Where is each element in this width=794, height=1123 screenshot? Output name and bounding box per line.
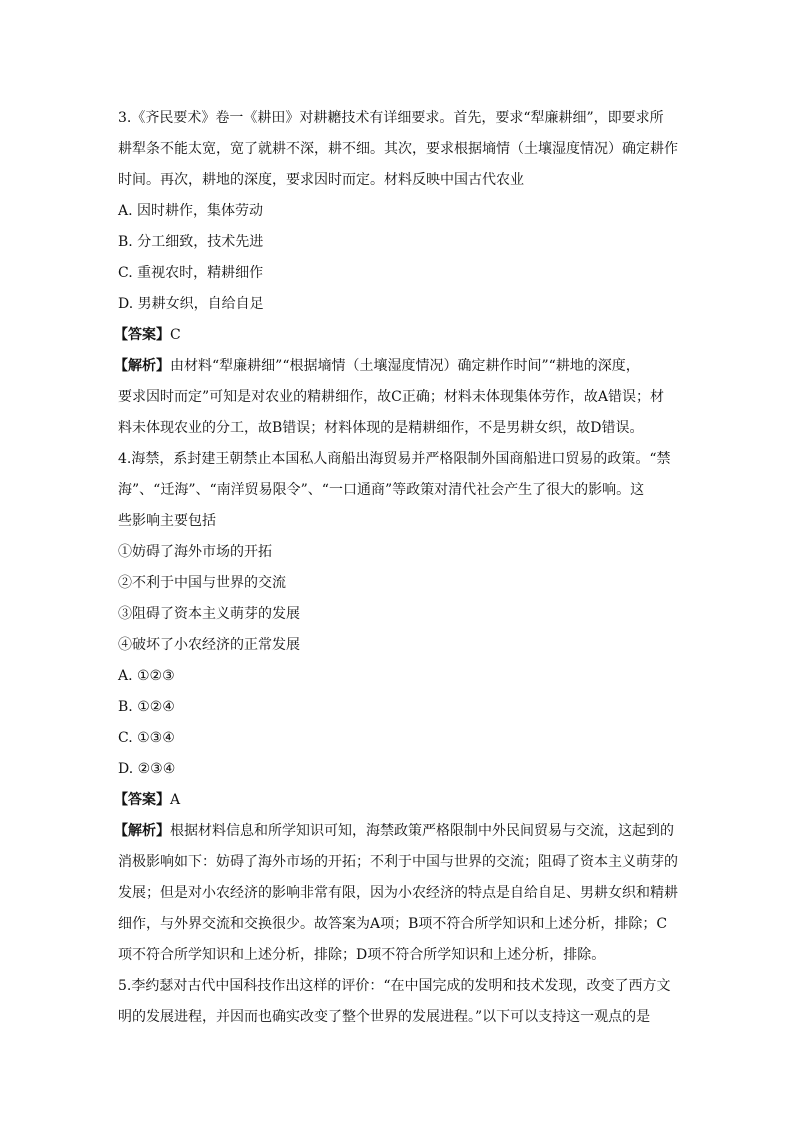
analysis-text: 根据材料信息和所学知识可知，海禁政策严格限制中外民间贸易与交流，这起到的 — [170, 823, 674, 839]
question-3-analysis-line: 料未体现农业的分工，故B错误；材料体现的是精耕细作，不是男耕女织，故D错误。 — [118, 420, 644, 436]
question-4-analysis-line: 项不符合所学知识和上述分析，排除；D项不符合所学知识和上述分析，排除。 — [118, 947, 606, 963]
question-3-option-a: A. 因时耕作，集体劳动 — [118, 203, 264, 219]
question-3-option-d: D. 男耕女织，自给自足 — [118, 296, 264, 312]
question-4-analysis-line: 消极影响如下：妨碍了海外市场的开拓；不利于中国与世界的交流；阻碍了资本主义萌芽的 — [118, 854, 678, 870]
analysis-text: 由材料“犁廉耕细”“根据墒情（土壤湿度情况）确定耕作时间”“耕地的深度， — [170, 358, 640, 374]
question-4-option-d: D. ②③④ — [118, 761, 176, 777]
question-5-stem-line: 5.李约瑟对古代中国科技作出这样的评价：“在中国完成的发明和技术发现，改变了西方文 — [118, 978, 671, 994]
question-5-stem-line: 明的发展进程，并因而也确实改变了整个世界的发展进程。”以下可以支持这一观点的是 — [118, 1009, 651, 1025]
question-3-analysis-line — [114, 351, 682, 382]
analysis-label: 【解析】 — [114, 823, 170, 839]
question-3-stem-line: 耕犁条不能太宽，宽了就耕不深，耕不细。其次，要求根据墒情（土壤湿度情况）确定耕作 — [118, 141, 678, 157]
question-4-item-4: ④破坏了小农经济的正常发展 — [118, 637, 300, 653]
question-4-option-a: A. ①②③ — [118, 668, 175, 684]
answer-value: C — [170, 327, 181, 343]
question-4-item-1: ①妨碍了海外市场的开拓 — [118, 544, 272, 560]
answer-value: A — [170, 792, 181, 808]
question-4-stem — [118, 444, 682, 537]
question-4-item-3: ③阻碍了资本主义萌芽的发展 — [118, 606, 300, 622]
document-page — [114, 103, 682, 1033]
question-4-answer — [114, 785, 682, 816]
analysis-label: 【解析】 — [114, 358, 170, 374]
question-3-analysis-line: 要求因时而定”可知是对农业的精耕细作，故C正确；材料未体现集体劳作，故A错误；材 — [118, 389, 664, 405]
question-3-option-b: B. 分工细致，技术先进 — [118, 234, 264, 250]
question-3-stem — [118, 103, 682, 196]
question-4-option-b: B. ①②④ — [118, 699, 175, 715]
answer-label: 【答案】 — [114, 792, 170, 808]
question-3-option-c: C. 重视农时，精耕细作 — [118, 265, 264, 281]
question-4-item-2: ②不利于中国与世界的交流 — [118, 575, 286, 591]
question-4-analysis-line: 发展；但是对小农经济的影响非常有限，因为小农经济的特点是自给自足、男耕女织和精耕 — [118, 885, 678, 901]
question-3-answer — [114, 320, 682, 351]
question-4-analysis-line — [114, 816, 682, 847]
question-3-stem-line: 时间。再次，耕地的深度，要求因时而定。材料反映中国古代农业 — [118, 172, 524, 188]
question-4-stem-line: 4.海禁，系封建王朝禁止本国私人商船出海贸易并严格限制外国商船进口贸易的政策。“禁 — [118, 451, 671, 467]
question-4-option-c: C. ①③④ — [118, 730, 175, 746]
question-4-stem-line: 些影响主要包括 — [118, 513, 216, 529]
question-4-stem-line: 海”、“迁海”、“南洋贸易限令”、“一口通商”等政策对清代社会产生了很大的影响。这 — [118, 482, 645, 498]
question-4-analysis — [114, 816, 682, 971]
question-3-analysis — [114, 351, 682, 444]
question-4-analysis-line: 细作，与外界交流和交换很少。故答案为A项；B项不符合所学知识和上述分析，排除；C — [118, 916, 668, 932]
answer-label: 【答案】 — [114, 327, 170, 343]
question-3-stem-line: 3.《齐民要术》卷一《耕田》对耕耱技术有详细要求。首先，要求“犁廉耕细”，即要求所 — [118, 110, 664, 126]
question-5-stem — [118, 971, 682, 1033]
